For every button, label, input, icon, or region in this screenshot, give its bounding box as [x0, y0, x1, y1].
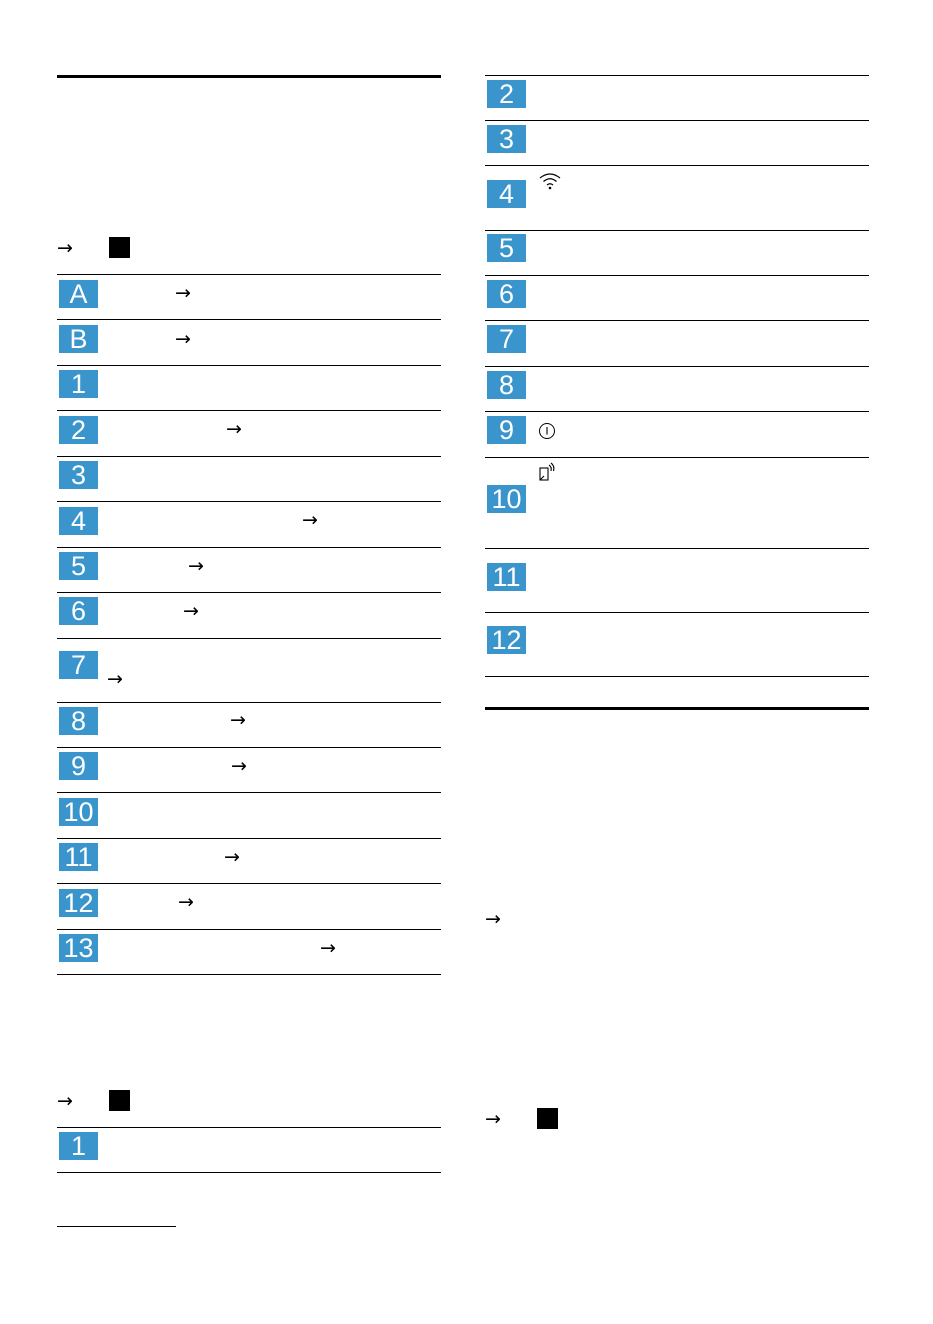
row-badge: 5 [487, 234, 526, 262]
table-rule [485, 75, 869, 76]
row-badge: B [59, 325, 98, 353]
table-rule [57, 274, 441, 275]
row-badge: 11 [487, 563, 526, 591]
row-badge: 6 [59, 597, 98, 625]
cross-reference-arrow: → [188, 555, 204, 577]
table-row-rule [485, 275, 869, 276]
cross-reference-arrow: → [224, 846, 240, 868]
table-row-rule [485, 612, 869, 613]
row-badge: 12 [487, 626, 526, 654]
figure-marker-square [109, 1090, 130, 1111]
row-badge: 5 [59, 552, 98, 580]
cross-reference-arrow: → [175, 282, 191, 304]
row-badge: 8 [487, 371, 526, 399]
row-badge: 7 [487, 325, 526, 353]
table-row-rule [57, 365, 441, 366]
row-badge: 12 [59, 889, 98, 917]
table-rule [57, 1127, 441, 1128]
row-badge: 7 [59, 651, 98, 679]
table-row-rule [57, 638, 441, 639]
table-row-rule [485, 120, 869, 121]
table-row-rule [57, 1172, 441, 1173]
table-row-rule [485, 165, 869, 166]
table-row-rule [485, 411, 869, 412]
row-badge: 6 [487, 280, 526, 308]
cross-reference-arrow: → [226, 418, 242, 440]
footnote-rule [57, 1226, 176, 1227]
row-badge: 9 [59, 752, 98, 780]
cross-reference-arrow: → [107, 668, 123, 690]
table-row-rule [485, 676, 869, 677]
row-badge: 9 [487, 416, 526, 444]
table-row-rule [485, 320, 869, 321]
cross-reference-arrow: → [231, 755, 247, 777]
right-section-rule [485, 707, 869, 710]
row-badge: 10 [487, 485, 526, 513]
remote-start-icon [538, 462, 556, 482]
cross-reference-arrow: → [183, 600, 199, 622]
row-badge: 4 [59, 507, 98, 535]
row-badge: 1 [59, 370, 98, 398]
row-badge: 10 [59, 798, 98, 826]
row-badge: 4 [487, 180, 526, 208]
cross-reference-arrow: → [302, 509, 318, 531]
row-badge: 8 [59, 707, 98, 735]
row-badge: 3 [487, 125, 526, 153]
row-badge: 3 [59, 461, 98, 489]
table-row-rule [57, 883, 441, 884]
table-row-rule [485, 548, 869, 549]
table-row-rule [57, 319, 441, 320]
cross-reference-arrow: → [57, 237, 73, 259]
row-badge: 11 [59, 843, 98, 871]
table-row-rule [57, 929, 441, 930]
row-badge: 13 [59, 934, 98, 962]
row-badge: 2 [59, 416, 98, 444]
row-badge: 1 [59, 1132, 98, 1160]
cross-reference-arrow: → [175, 328, 191, 350]
figure-marker-square [537, 1108, 558, 1129]
figure-marker-square [109, 237, 130, 258]
info-icon [538, 422, 556, 440]
left-section-rule [57, 75, 441, 78]
wifi-icon [538, 171, 562, 191]
row-badge: A [59, 280, 98, 308]
table-row-rule [485, 230, 869, 231]
table-row-rule [57, 747, 441, 748]
table-row-rule [57, 456, 441, 457]
table-row-rule [57, 592, 441, 593]
table-row-rule [57, 792, 441, 793]
cross-reference-arrow: → [230, 709, 246, 731]
table-row-rule [485, 457, 869, 458]
table-row-rule [485, 366, 869, 367]
table-row-rule [57, 501, 441, 502]
table-row-rule [57, 410, 441, 411]
cross-reference-arrow: → [320, 937, 336, 959]
table-row-rule [57, 974, 441, 975]
cross-reference-arrow: → [57, 1090, 73, 1112]
table-row-rule [57, 547, 441, 548]
cross-reference-arrow: → [485, 908, 501, 930]
row-badge: 2 [487, 80, 526, 108]
table-row-rule [57, 702, 441, 703]
cross-reference-arrow: → [178, 891, 194, 913]
table-row-rule [57, 838, 441, 839]
cross-reference-arrow: → [485, 1108, 501, 1130]
